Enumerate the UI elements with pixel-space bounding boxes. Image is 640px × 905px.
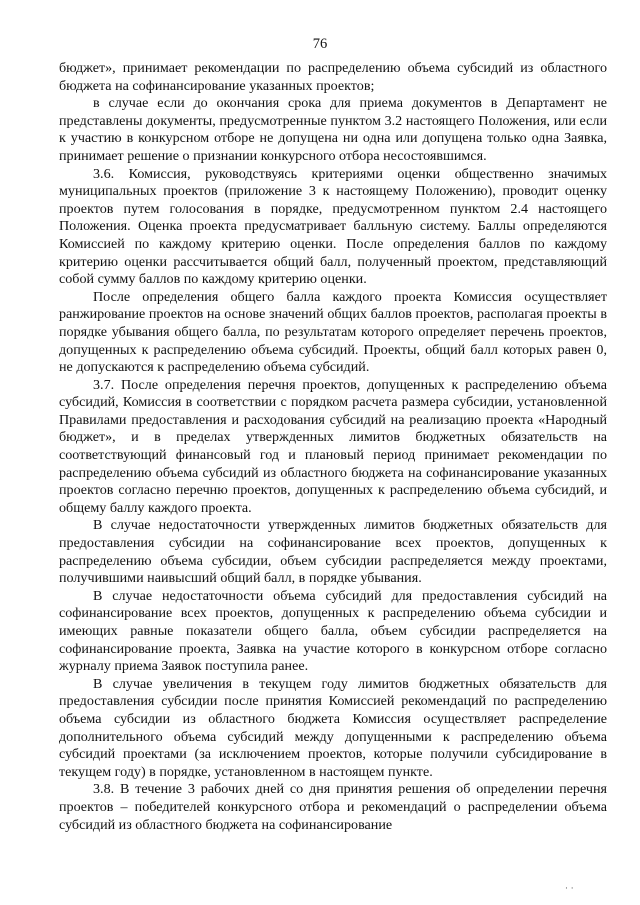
page-number: 76 bbox=[312, 36, 328, 52]
paragraph-ranking: После определения общего балла каждого проекта Комиссия осуществляет ранжирование проектов на основе значений общих баллов проектов, располагая проекты в порядке убывания общего балла, по результатам которого определяет перечень проектов, допущенных к распределению объема субсидий. Проекты, общий балл которых равен 0, не допускаются к распределению объема субсидий. bbox=[59, 288, 607, 376]
paragraph-3-6: 3.6. Комиссия, руководствуясь критериями оценки общественно значимых муниципальных проектов (приложение 3 к настоящему Положению), проводит оценку проектов путем голосования в порядке, предусмотренном пунктом 2.4 настоящего Положения. Оценка проекта предусматривает балльную систему. Баллы определяются Комиссией по каждому критерию оценки. После определения баллов по каждому критерию оценки рассчитывается общий балл, полученный проектом, представляющий собой сумму баллов по каждому критерию оценки. bbox=[59, 165, 607, 288]
document-body bbox=[59, 60, 607, 834]
paragraph-insufficient-limits: В случае недостаточности утвержденных лимитов бюджетных обязательств для предоставления субсидии на софинансирование всех проектов, допущенных к распределению объема субсидии, объем субсидии распределяется между проектами, получившими наивысший общий балл, в порядке убывания. bbox=[59, 517, 607, 587]
scan-mark: · · bbox=[565, 884, 574, 894]
paragraph-3-7: 3.7. После определения перечня проектов, допущенных к распределению объема субсидий, Комиссия в соответствии с порядком расчета размера субсидии, установленной Правилами предоставления и расходования субсидий на реализацию проекта «Народный бюджет», и в пределах утвержденных лимитов бюджетных обязательств на соответствующий финансовый год и плановый период принимает рекомендации по распределению объема субсидий из областного бюджета на софинансирование указанных проектов согласно перечню проектов, допущенных к распределению объема субсидий, и общему баллу каждого проекта. bbox=[59, 376, 607, 516]
paragraph-3-8: 3.8. В течение 3 рабочих дней со дня принятия решения об определении перечня проектов – победителей конкурсного отбора и рекомендаций о распределении объема субсидий из областного бюджета на софинансирование bbox=[59, 781, 607, 833]
paragraph-contest-failed: в случае если до окончания срока для приема документов в Департамент не представлены документы, предусмотренные пунктом 3.2 настоящего Положения, или если к участию в конкурсном отборе не допущена ни одна или допущена только одна Заявка, принимает решение о признании конкурсного отбора несостоявшимся. bbox=[59, 95, 607, 164]
paragraph-continuation: бюджет», принимает рекомендации по распределению объема субсидий из областного бюджета на софинансирование указанных проектов; bbox=[59, 60, 607, 94]
paragraph-equal-scores: В случае недостаточности объема субсидий для предоставления субсидий на софинансирование всех проектов, допущенных к распределению объема субсидии и имеющих равные показатели общего балла, объем субсидии распределяется на софинансирование проекта, Заявка на участие которого в конкурсном отборе согласно журналу приема Заявок поступила ранее. bbox=[59, 587, 607, 675]
paragraph-increased-limits: В случае увеличения в текущем году лимитов бюджетных обязательств для предоставления субсидии после принятия Комиссией рекомендаций по распределению объема субсидии из областного бюджета Комиссия осуществляет распределение дополнительного объема субсидий между допущенными к распределению объема субсидий проектами (за исключением проектов, которые получили субсидирование в текущем году) в порядке, установленном в настоящем пункте. bbox=[59, 675, 607, 780]
